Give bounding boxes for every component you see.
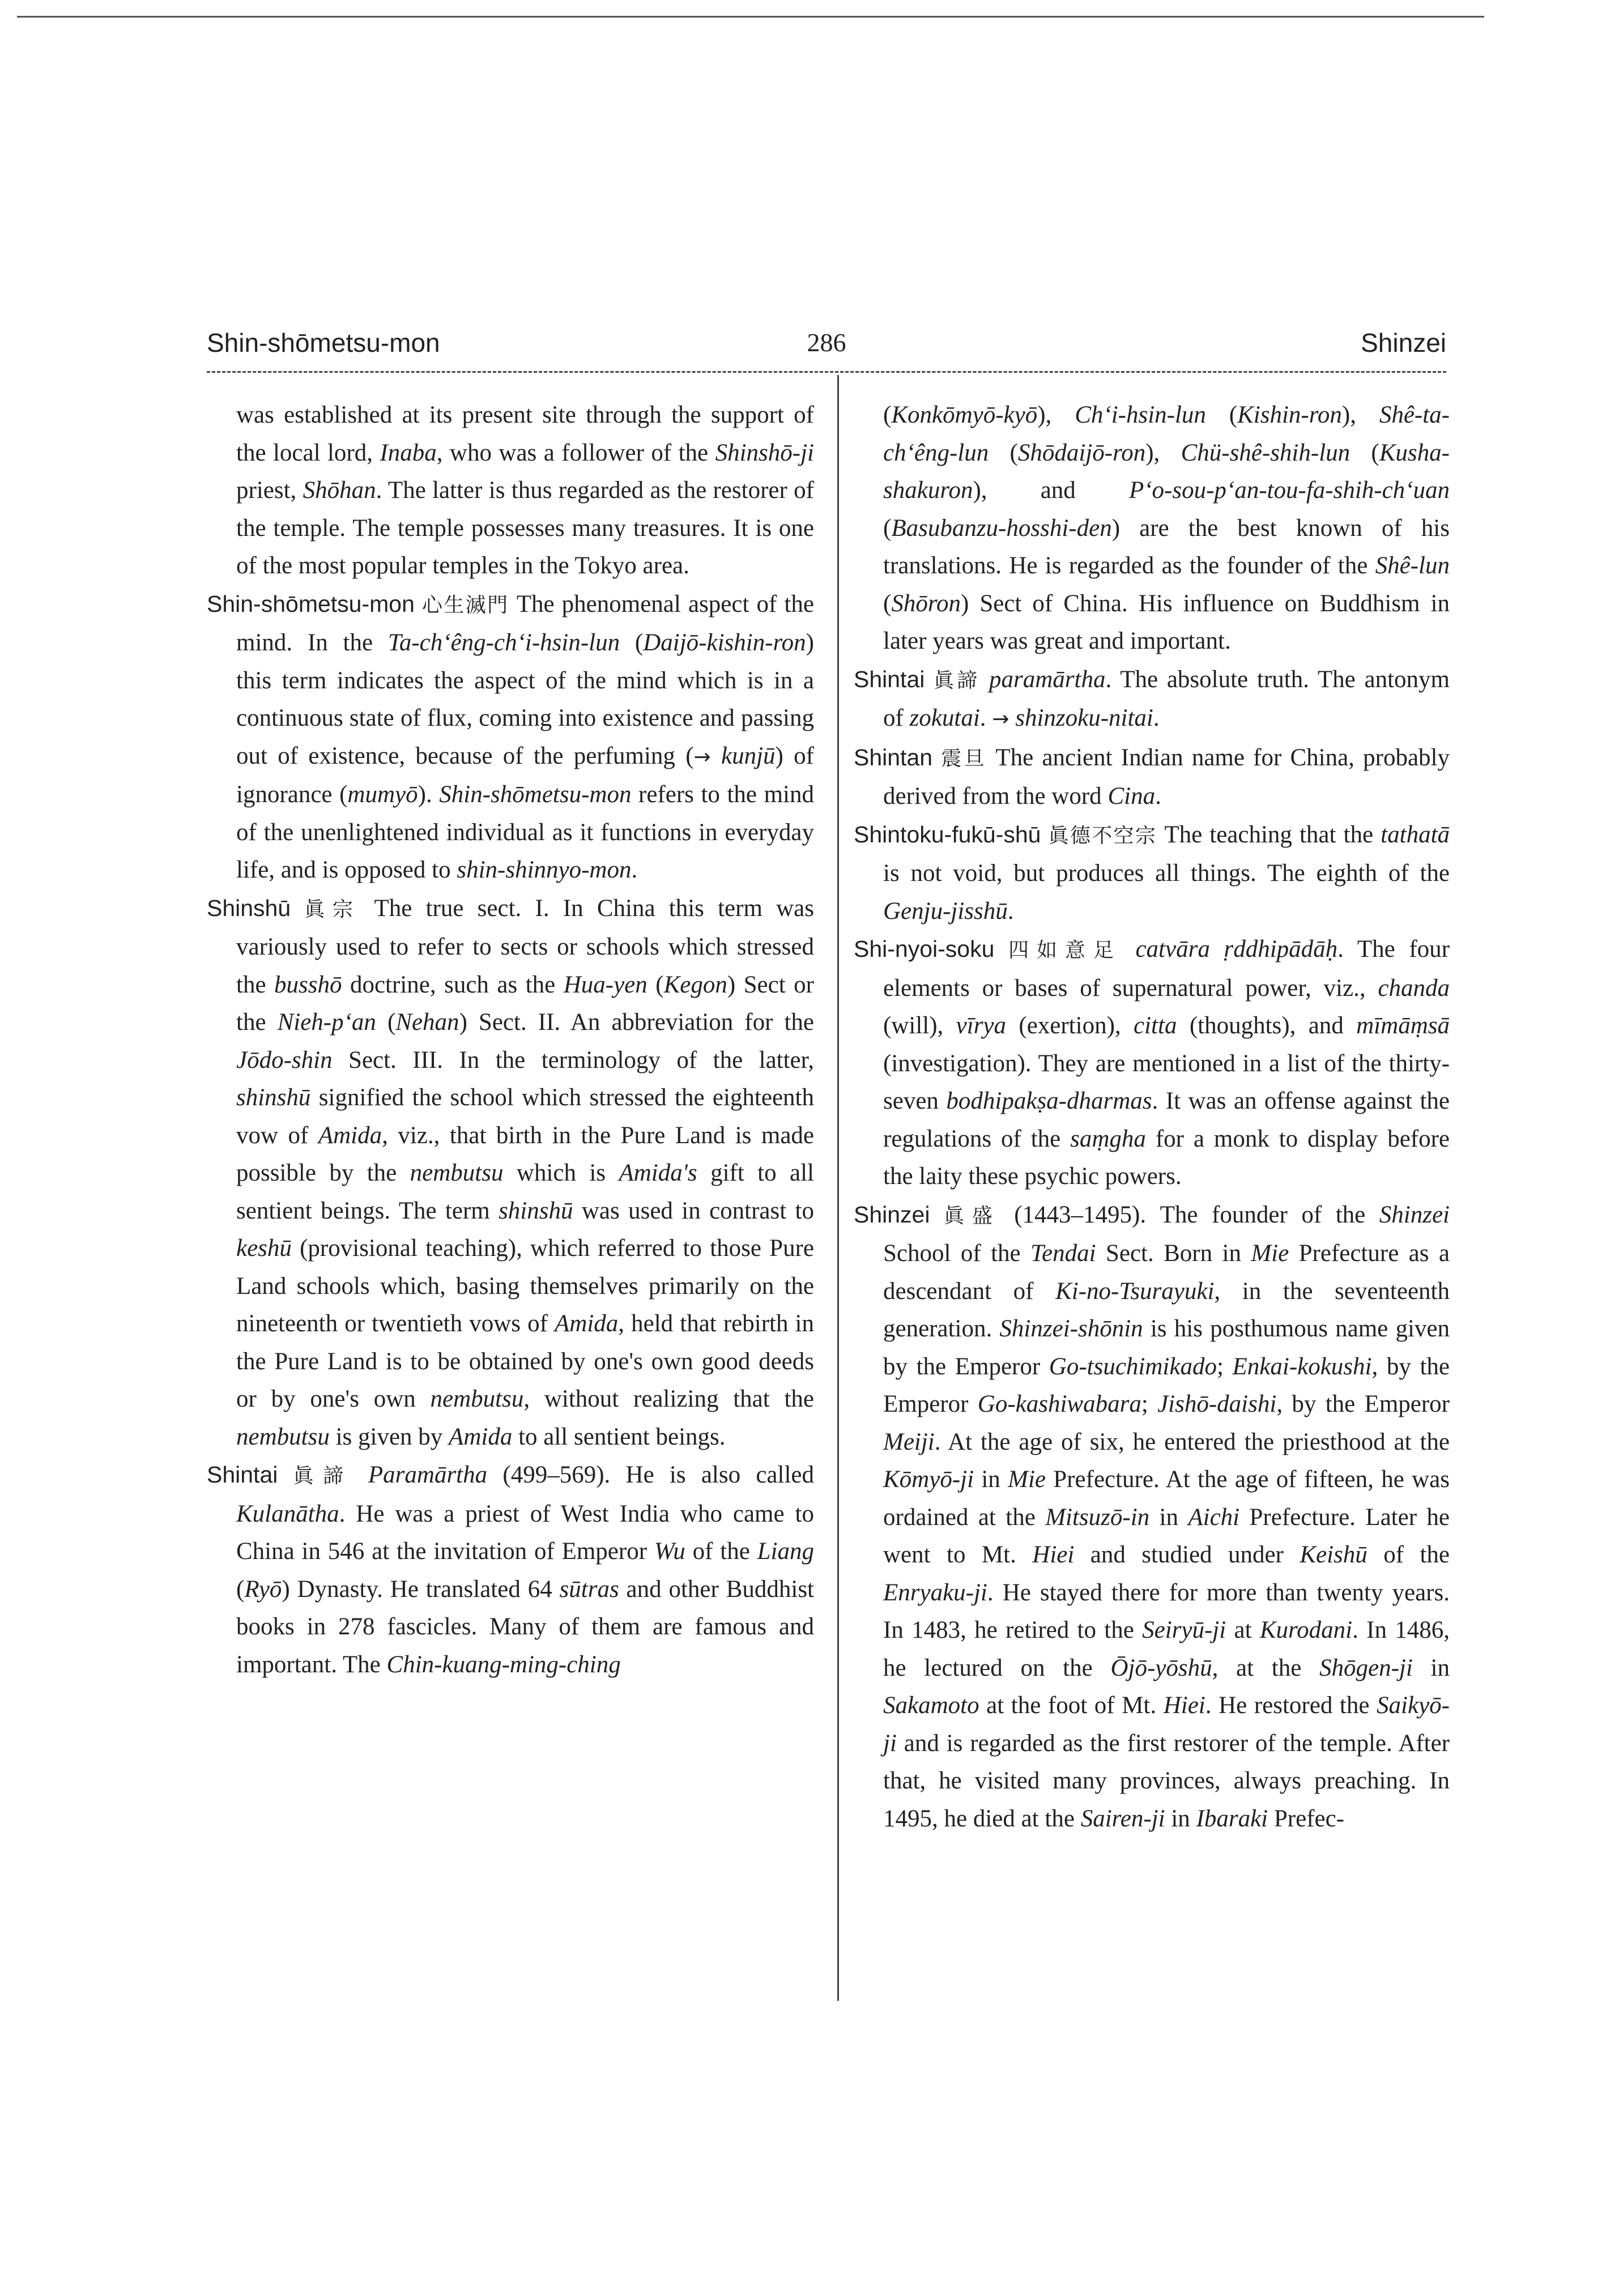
term: Nehan <box>395 1009 459 1036</box>
term: nembutsu <box>430 1386 524 1412</box>
text-run: . It was an offense against the regulations of the <box>883 1088 1450 1152</box>
text-run: gift to all sentient beings. The term <box>236 1160 814 1224</box>
text-run: ) Dynasty. He translated 64 <box>282 1575 560 1603</box>
entry-shinzei <box>854 1196 1450 1838</box>
arrow-icon: → <box>693 745 711 769</box>
text-run: The ancient Indian name for China, probably derived from the word <box>883 744 1450 810</box>
page-number: 286 <box>807 328 846 357</box>
term: Mie <box>1251 1240 1289 1267</box>
term: nembutsu <box>236 1423 330 1450</box>
term: Tendai <box>1030 1240 1096 1267</box>
term: Jōdo-shin <box>236 1046 333 1074</box>
text-run: . He restored the <box>1205 1692 1377 1719</box>
term: Saikyō-ji <box>883 1692 1450 1757</box>
text-run: , at the <box>1212 1654 1320 1681</box>
header-rule <box>207 371 1446 373</box>
entry-shintai-paramartha <box>207 1456 814 1684</box>
text-run: for a monk to display before the laity these psychic powers. <box>883 1125 1450 1190</box>
text-run: at <box>1226 1617 1260 1643</box>
term: P‘o-sou-p‘an-tou-fa-shih-ch‘uan <box>1128 477 1450 504</box>
text-run: ( <box>883 590 892 617</box>
text-run: is given by <box>329 1423 449 1450</box>
text-run: was used in contrast to <box>573 1197 814 1224</box>
term: Wu <box>654 1538 685 1565</box>
entry-shinshu <box>207 889 814 1456</box>
term: Hiei <box>1032 1541 1075 1568</box>
term: Go-kashiwabara <box>977 1391 1141 1417</box>
text-run: ( <box>647 971 664 998</box>
term: mīmāṃsā <box>1356 1012 1450 1039</box>
text-run: . In 1486, he lectured on the <box>883 1617 1450 1681</box>
term: Ki-no-Tsurayuki <box>1055 1277 1215 1305</box>
entry-headword: Shinzei <box>854 1201 930 1228</box>
term: Shê-ta-ch‘êng-lun <box>883 402 1450 466</box>
text-run: priest, <box>236 477 303 504</box>
term: Shê-lun <box>1375 552 1450 579</box>
term: Jishō-daishi <box>1157 1391 1277 1417</box>
term: shin-shinnyo-mon <box>457 857 632 883</box>
entry-headword: Shintan <box>854 744 933 770</box>
term: shinshū <box>499 1197 573 1224</box>
term: Shōgen-ji <box>1319 1654 1413 1681</box>
term: Ch‘i-hsin-lun <box>1075 402 1206 428</box>
text-run: ), <box>1145 439 1181 466</box>
term: Amida <box>449 1423 513 1450</box>
text-run: . <box>631 857 638 883</box>
term: Cina <box>1107 783 1156 810</box>
term: Kegon <box>663 971 727 998</box>
term: Shōdaijō-ron <box>1017 439 1146 466</box>
term: Ryō <box>244 1575 282 1603</box>
text-run: in <box>974 1466 1008 1493</box>
column-divider <box>837 375 839 2001</box>
term: chanda <box>1378 974 1450 1002</box>
text-run: was established at its present site through the support of the local lord, <box>236 402 814 466</box>
term: Kusha-shakuron <box>883 439 1450 504</box>
text-run: , by the Emperor <box>883 1353 1450 1417</box>
text-run: ), <box>1341 402 1379 428</box>
header-right-guide-word: Shinzei <box>1361 328 1446 357</box>
entry-shin-shometsu-mon <box>207 585 814 889</box>
text-run: ( <box>883 514 892 542</box>
term: saṃgha <box>1070 1125 1146 1152</box>
text-run: Sect. Born in <box>1096 1240 1251 1267</box>
entry-continuation <box>854 397 1450 661</box>
entry-kanji: 眞盛 <box>944 1204 1000 1228</box>
text-run: . <box>1007 897 1014 925</box>
text-run: (1443–1495). The founder of the <box>1000 1201 1379 1228</box>
term: Kurodani <box>1259 1617 1353 1643</box>
term: Genju-jisshū <box>883 897 1008 925</box>
entry-kanji: 眞德不空宗 <box>1048 824 1157 847</box>
text-run: to all sentient beings. <box>512 1423 726 1450</box>
text-run: and other Buddhist books in 278 fascicles. Many of them are famous and important. The <box>236 1575 814 1678</box>
term: Inaba <box>380 439 437 466</box>
text-run: Sect. III. In the terminology of the latter, <box>332 1046 814 1074</box>
term: tathatā <box>1381 821 1450 848</box>
entry-kanji: 眞諦 <box>293 1464 353 1488</box>
entry-headword: Shi-nyoi-soku <box>854 936 995 962</box>
text-run: refers to the mind of the unenlightened individual as it functions in everyday life, and is opposed to <box>236 781 814 883</box>
term: Liang <box>757 1538 814 1565</box>
text-run: . The four elements or bases of supernatural power, viz., <box>883 936 1450 1002</box>
text-run: . He was a priest of West India who came to China in 546 at the invitation of Emperor <box>236 1500 814 1565</box>
text-run: is his posthumous name given by the Emperor <box>883 1315 1450 1380</box>
entry-headword: Shinshū <box>207 894 291 921</box>
text-run: . At the age of six, he entered the priesthood at the <box>934 1428 1450 1455</box>
term: busshō <box>274 971 342 998</box>
text-run: The phenomenal aspect of the mind. In the <box>236 590 815 656</box>
term: Mie <box>1008 1466 1046 1493</box>
term: Paramārtha <box>368 1462 488 1488</box>
text-run: . The latter is thus regarded as the restorer of the temple. The temple possesses many treasures. It is one of the most popular temples in the Tokyo area. <box>236 477 814 579</box>
text-run: , viz., that birth in the Pure Land is made possible by the <box>236 1122 814 1186</box>
text-run: in <box>1412 1654 1450 1681</box>
term: Ibaraki <box>1196 1805 1268 1832</box>
term: bodhipakṣa-dharmas <box>946 1088 1152 1114</box>
text-run: doctrine, such as the <box>342 971 564 998</box>
term: Kulanātha <box>236 1500 339 1527</box>
text-run: The true sect. I. In China this term was variously used to refer to sects or schools which stressed the <box>236 894 814 998</box>
entry-headword: Shintoku-fukū-shū <box>854 821 1041 847</box>
text-run: (provisional teaching), which referred to those Pure Land schools which, basing themselves primarily on the nineteenth or twentieth vows of <box>236 1235 814 1337</box>
text-run: . <box>1153 705 1160 731</box>
text-run: Prefecture. At the age of fifteen, he was ordained at the <box>883 1466 1450 1531</box>
term: Meiji <box>883 1428 935 1455</box>
text-run: (499–569). He is also called <box>487 1462 814 1488</box>
term: Shinzei-shōnin <box>999 1315 1143 1342</box>
text-run: ) Sect or the <box>236 971 814 1036</box>
entry-kanji: 眞宗 <box>304 897 361 921</box>
term: Daijō-kishin-ron <box>643 629 806 656</box>
term: sūtras <box>559 1575 619 1603</box>
text-run: which is <box>503 1160 619 1186</box>
term: Sairen-ji <box>1080 1805 1165 1832</box>
term: Keishū <box>1300 1541 1368 1568</box>
text-run: ) this term indicates the aspect of the mind which is in a continuous state of flux, coming into existence and passing out of existence, because of the perfuming ( <box>236 629 814 769</box>
term: citta <box>1134 1012 1177 1039</box>
text-run: , held that rebirth in the Pure Land is to be obtained by one's own good deeds or by one's own <box>236 1310 814 1412</box>
text-run: ), and <box>973 477 1129 504</box>
term: Kōmyō-ji <box>883 1466 974 1493</box>
text-run: ; <box>1216 1353 1233 1380</box>
text-run: (investigation). They are mentioned in a list of the thirty-seven <box>883 1050 1450 1114</box>
text-run: ( <box>236 1575 245 1603</box>
term: Seiryū-ji <box>1142 1617 1226 1643</box>
text-run: of the <box>1367 1541 1450 1568</box>
text-run: , who was a follower of the <box>436 439 715 466</box>
term: mumyō <box>347 781 418 808</box>
text-run: (thoughts), and <box>1177 1012 1357 1039</box>
term: Basubanzu-hosshi-den <box>891 514 1112 542</box>
term: Konkōmyō-kyō <box>891 402 1038 428</box>
term: shinshū <box>236 1084 311 1111</box>
text-run: , in the seventeenth generation. <box>883 1277 1450 1342</box>
running-header <box>207 326 1446 365</box>
entry-shi-nyoi-soku <box>854 930 1450 1196</box>
text-run: . <box>1155 783 1161 810</box>
text-run: ( <box>376 1009 396 1036</box>
term: Hua-yen <box>563 971 648 998</box>
top-rule <box>17 16 1484 18</box>
text-run: of the <box>685 1538 757 1565</box>
term: nembutsu <box>410 1160 504 1186</box>
term: Amida <box>318 1122 382 1149</box>
entry-kanji: 震旦 <box>941 747 987 770</box>
left-column <box>207 397 814 1684</box>
text-run: ( <box>989 439 1018 466</box>
text-run: ( <box>1205 402 1238 428</box>
entry-headword: Shintai <box>854 666 925 692</box>
term: Amida's <box>619 1160 697 1186</box>
text-run: School of the <box>883 1240 1031 1267</box>
text-run: . He stayed there for more than twenty years. In 1483, he retired to the <box>883 1579 1450 1643</box>
entry-shintai-truth <box>854 661 1450 739</box>
text-run: ) are the best known of his translations. He is regarded as the founder of the <box>883 514 1450 579</box>
term: catvāra ṛddhipādāḥ <box>1135 936 1338 962</box>
text-run: . <box>979 705 992 731</box>
arrow-icon: → <box>992 708 1009 731</box>
term: Aichi <box>1188 1503 1240 1531</box>
term: paramārtha <box>989 666 1106 693</box>
entry-kanji: 四如意足 <box>1008 939 1122 962</box>
term: Chin-kuang-ming-ching <box>386 1651 621 1678</box>
entry-kanji: 眞諦 <box>934 668 981 692</box>
cross-reference: shinzoku-nitai <box>1015 705 1153 731</box>
term: Shōhan <box>303 477 376 504</box>
entry-shintan <box>854 739 1450 816</box>
term: keshū <box>236 1235 292 1262</box>
term: Shin-shōmetsu-mon <box>439 781 632 808</box>
entry-headword: Shintai <box>207 1462 278 1488</box>
text-run: signified the school which stressed the eighteenth vow of <box>236 1084 814 1149</box>
text-run: ), <box>1037 402 1075 428</box>
text-run: is not void, but produces all things. The eighth of the <box>883 860 1450 887</box>
header-left-guide-word: Shin-shōmetsu-mon <box>207 328 440 357</box>
text-run: . The absolute truth. The antonym of <box>883 666 1450 731</box>
text-run: and is regarded as the first restorer of the temple. After that, he visited many provinces, always preaching. In 1495, he died at the <box>883 1730 1450 1832</box>
text-run: , by the Emperor <box>1276 1391 1450 1417</box>
entry-continuation <box>207 397 814 585</box>
term: Mitsuzō-in <box>1045 1503 1150 1531</box>
entry-kanji: 心生滅門 <box>422 593 509 617</box>
right-column <box>854 397 1450 1838</box>
text-run: ( <box>1350 439 1379 466</box>
text-run: (exertion), <box>1006 1012 1134 1039</box>
text-run: ) Sect. II. An abbreviation for the <box>459 1009 814 1036</box>
text-run: at the foot of Mt. <box>979 1692 1164 1719</box>
entry-shintoku-fuku-shu <box>854 816 1450 931</box>
term: Enkai-kokushi <box>1232 1353 1372 1380</box>
text-run: Prefecture. Later he went to Mt. <box>883 1503 1450 1568</box>
entry-headword: Shin-shōmetsu-mon <box>207 590 415 617</box>
term: Shinshō-ji <box>715 439 814 466</box>
term: Go-tsuchimikado <box>1049 1353 1217 1380</box>
text-run: in <box>1165 1805 1196 1832</box>
text-run: ; <box>1141 1391 1158 1417</box>
term: Ōjō-yōshū <box>1110 1654 1212 1681</box>
text-run: ) of ignorance ( <box>236 742 814 808</box>
text-run: ( <box>883 402 892 428</box>
term: Kishin-ron <box>1237 402 1342 428</box>
term: Sakamoto <box>883 1692 979 1719</box>
term: Enryaku-ji <box>883 1579 987 1606</box>
text-run: Prefecture as a descendant of <box>883 1240 1450 1305</box>
term: Shōron <box>891 590 961 617</box>
text-run: (will), <box>883 1012 956 1039</box>
text-run: ) Sect of China. His influence on Buddhism in later years was great and important. <box>883 590 1450 654</box>
text-run: , without realizing that the <box>523 1386 814 1412</box>
text-run: in <box>1149 1503 1189 1531</box>
term: vīrya <box>956 1012 1007 1039</box>
term: zokutai <box>909 705 980 731</box>
text-run: The teaching that the <box>1157 821 1381 848</box>
term: Amida <box>555 1310 619 1337</box>
term: Shinzei <box>1379 1201 1450 1228</box>
text-run: ). <box>418 781 440 808</box>
term: Chü-shê-shih-lun <box>1181 439 1351 466</box>
term: Hiei <box>1163 1692 1205 1719</box>
term: Ta-ch‘êng-ch‘i-hsin-lun <box>387 629 620 656</box>
text-run: Prefec- <box>1268 1805 1345 1832</box>
text-run: and studied under <box>1074 1541 1300 1568</box>
term: Nieh-p‘an <box>277 1009 376 1036</box>
text-run: ( <box>620 629 644 656</box>
term: kunjū <box>721 742 776 769</box>
